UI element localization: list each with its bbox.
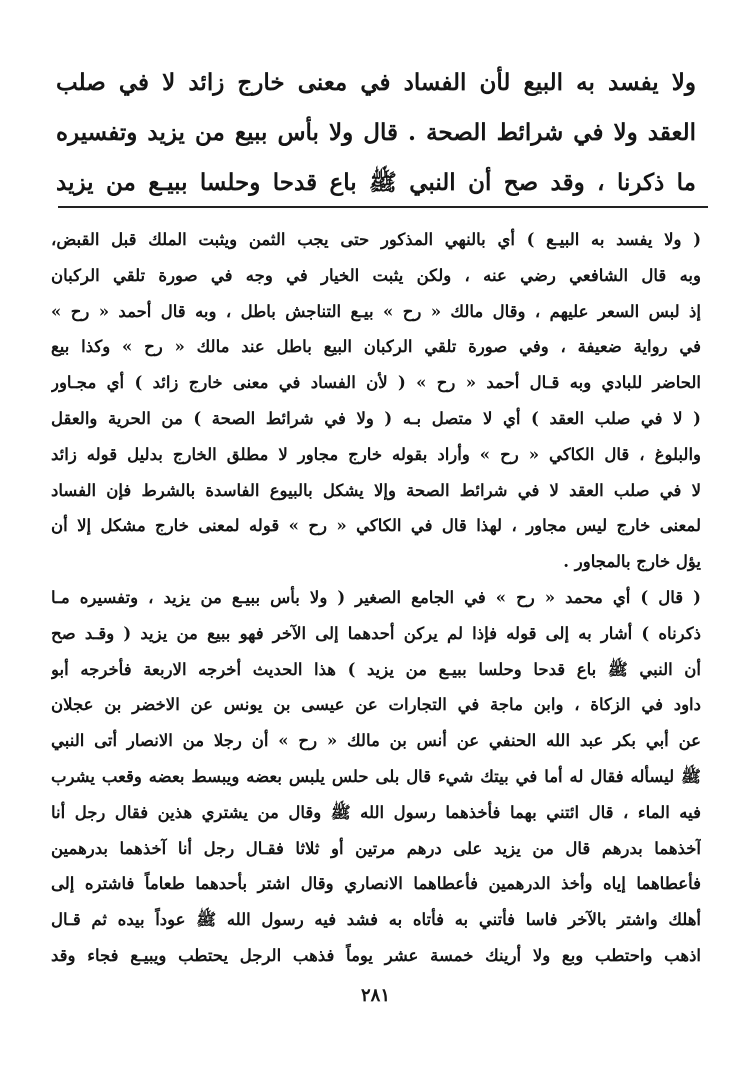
main-text-line: العقد ولا في شرائط الصحة . قال ولا بأس ببيع من يزيد وتفسيره [56,119,696,146]
commentary-line: آخذهما بدرهم قال من يزيد على درهم مرتين أو ثلاثا فقـال رجل أنا آخذهما بدرهمين [51,838,701,858]
commentary-line: لا في صلب العقد لا في شرائط الصحة وإلا يشكل بالبيوع الفاسدة بالشرط فإن الفساد [51,480,701,500]
commentary-line: ﷺ ليسأله فقال له أما في بيتك شيء قال بلى حلس يلبس بعضه ويبسط بعضه وقعب يشرب [51,766,701,786]
commentary-line: لمعنى خارج ليس مجاور ، لهذا قال في الكاكي « رح » قوله لمعنى خارج مشكل إلا أن [51,516,701,536]
commentary-line: وبه قال الشافعي رضي عنه ، ولكن يثبت الخيار في وجه في صورة تلقي الركبان [51,265,701,285]
separator-rule [58,206,708,208]
commentary-line: فيه الماء ، قال ائتني بهما فأخذهما رسول الله ﷺ وقال من يشتري هذين فقال رجل أنا [51,802,701,822]
commentary-line: فأعطاهما إياه وأخذ الدرهمين فأعطاهما الانصاري وقال اشتر بأحدهما طعاماً فاشتره إلى [51,874,701,894]
commentary-line: ( ولا يفسد به البيـع ) أي بالنهي المذكور حتى يجب الثمن ويثبت الملك قبل القبض، [51,230,701,249]
commentary-line: إذ لبس السعر عليهم ، وقال مالك « رح » بيـع التناجش باطل ، وبه قال أحمد « رح » [51,301,701,321]
commentary-line: ذكرناه ) أشار به إلى قوله فإذا لم يركن أحدهما إلى الآخر فهو ببيع من يزيد ( وقـد صح [51,623,701,643]
commentary-line: والبلوغ ، قال الكاكي « رح » وأراد بقوله خارج مجاور لا مطلق الخارج بدليل قوله زائد [51,444,701,464]
commentary-line: في رواية ضعيفة ، وفي صورة تلقي الركبان البيع باطل عند مالك « رح » وكذا بيع [51,337,701,357]
commentary-line: اذهب واحتطب وبع ولا أرينك خمسة عشر يوماً فذهب الرجل يحتطب ويبيـع فجاء وقد [51,945,701,965]
commentary-line: عن أبي بكر عبد الله الحنفي عن أنس بن مالك « رح » أن رجلا من الانصار أتى النبي [51,731,701,751]
commentary-line: الحاضر للبادي وبه قـال أحمد « رح » ( لأن الفساد في معنى خارج زائد ) أي مجـاور [51,373,701,393]
commentary-line: داود في الزكاة ، وابن ماجة في التجارات عن عيسى بن يونس عن الاخضر بن عجلان [51,695,701,715]
commentary-block [51,222,701,974]
commentary-line: أن النبي ﷺ باع قدحا وحلسا ببيـع من يزيد ) هذا الحديث أخرجه الاربعة فأخرجه أبو [51,659,701,679]
main-text-line: ولا يفسد به البيع لأن الفساد في معنى خارج زائد لا في صلب [56,69,696,96]
commentary-line: ( قال ) أي محمد « رح » في الجامع الصغير ( ولا بأس ببيـع من يزيد ، وتفسيره مـا [51,587,701,607]
main-text-line: ما ذكرنا ، وقد صح أن النبي ﷺ باع قدحا وحلسا ببيـع من يزيد [56,169,696,196]
commentary-line: ( لا في صلب العقد ) أي لا متصل بـه ( ولا في شرائط الصحة ) من الحرية والعقل [51,408,701,428]
page-number: ٢٨١ [360,985,390,1006]
main-text-block [56,58,696,208]
commentary-line: أهلك واشتر بالآخر فاسا فأتني به فأتاه به فشد فيه رسول الله ﷺ عوداً بيده ثم قـال [51,910,701,930]
commentary-line: يؤل خارج بالمجاور . [563,552,701,572]
